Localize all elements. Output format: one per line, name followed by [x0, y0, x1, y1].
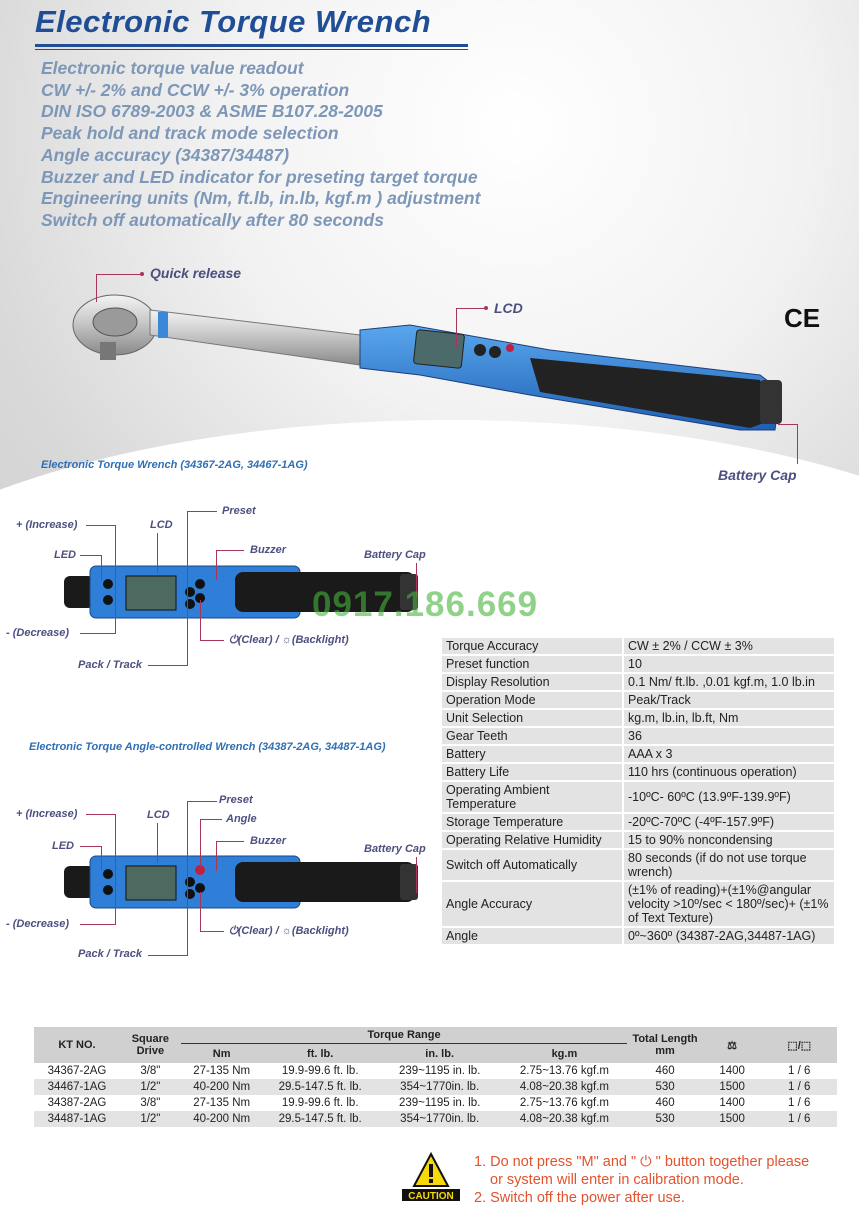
quick-release-label: Quick release [150, 265, 242, 281]
increase-label: + (Increase) [16, 808, 78, 820]
spec-row [441, 655, 835, 673]
header-kgm: kg.m [502, 1044, 628, 1064]
lcd-label: LCD [147, 809, 170, 821]
callout-line [200, 931, 224, 932]
cell: 354~1770in. lb. [378, 1111, 502, 1127]
led-label: LED [52, 840, 74, 852]
callout-line [148, 955, 188, 956]
title-underline-thin [35, 49, 468, 50]
caution-line-3: 2. Switch off the power after use. [474, 1190, 685, 1206]
spec-key: Battery Life [441, 763, 623, 781]
cell: 460 [655, 1097, 675, 1109]
power-icon: ⏻ [229, 925, 238, 937]
feature-item: Buzzer and LED indicator for preseting target torque [41, 166, 478, 187]
angle-label: Angle [226, 813, 257, 825]
pack-track-label: Pack / Track [78, 948, 143, 960]
ce-mark: CE [784, 303, 821, 333]
feature-item: CW +/- 2% and CCW +/- 3% operation [41, 79, 350, 100]
cell: 34467-1AG [34, 1079, 120, 1095]
light-icon: ☼ [281, 925, 292, 937]
models-table [34, 1027, 837, 1127]
cell: 34367-2AG [47, 1065, 107, 1077]
title-underline [35, 44, 468, 47]
feature-item: Switch off automatically after 80 seconds [41, 209, 384, 230]
cell: 1500 [703, 1111, 762, 1127]
feature-item: Electronic torque value readout [41, 58, 304, 78]
callout-line [157, 823, 158, 863]
caption-angle-wrench: Electronic Torque Angle-controlled Wrench (34387-2AG, 34487-1AG) [29, 741, 386, 753]
header-ftlb: ft. lb. [263, 1044, 378, 1064]
callout-line [200, 892, 201, 931]
caution-icon [402, 1152, 460, 1202]
battery-cap-label: Battery Cap [718, 467, 797, 483]
led-label: LED [54, 549, 76, 561]
callout-line [200, 819, 222, 820]
cell: 19.9-99.6 ft. lb. [281, 1097, 359, 1109]
weight-icon: ⚖ [727, 1039, 738, 1052]
table-row [34, 1111, 837, 1127]
cell: 4.08~20.38 kgf.m [502, 1079, 628, 1095]
wrench-diagram-angle [60, 852, 420, 912]
callout-line [115, 814, 116, 924]
feature-item: Peak hold and track mode selection [41, 123, 339, 144]
spec-value: (±1% of reading)+(±1%@angular velocity >10º/sec < 180º/sec)+ (±1% of Text Texture) [623, 881, 835, 927]
cell: 19.9-99.6 ft. lb. [281, 1065, 359, 1077]
lcd-label: LCD [150, 519, 173, 531]
cell: 34487-1AG [34, 1111, 120, 1127]
lcd-label: LCD [494, 300, 523, 316]
callout-line [416, 857, 417, 893]
spec-row [441, 763, 835, 781]
spec-row [441, 673, 835, 691]
cell: 1/2" [120, 1079, 181, 1095]
spec-key: Storage Temperature [441, 813, 623, 831]
cell: 2.75~13.76 kgf.m [519, 1065, 609, 1077]
header-nm: Nm [181, 1044, 263, 1064]
callout-line [101, 846, 102, 870]
spec-key: Angle Accuracy [441, 881, 623, 927]
callout-line [101, 555, 102, 580]
spec-key: Operation Mode [441, 691, 623, 709]
callout-line [96, 274, 142, 275]
callout-line [187, 511, 217, 512]
cell: 530 [627, 1111, 702, 1127]
callout-line [80, 846, 102, 847]
buzzer-label: Buzzer [250, 544, 287, 556]
hero-wrench-illustration [60, 280, 800, 450]
spec-key: Preset function [441, 655, 623, 673]
cell: 530 [627, 1079, 702, 1095]
header-pack [761, 1027, 837, 1063]
callout-line [216, 841, 244, 842]
cell: 1400 [719, 1097, 745, 1109]
cell: 1 / 6 [761, 1111, 837, 1127]
callout-dot [484, 306, 488, 310]
spec-key: Battery [441, 745, 623, 763]
cell: 239~1195 in. lb. [399, 1097, 481, 1109]
cell: 1400 [719, 1065, 745, 1077]
table-row [34, 1079, 837, 1095]
header-total-length: Total Length mm [627, 1027, 702, 1063]
cell: 1 / 6 [761, 1079, 837, 1095]
callout-dot [140, 272, 144, 276]
cell: 2.75~13.76 kgf.m [519, 1097, 609, 1109]
spec-value: 110 hrs (continuous operation) [623, 763, 835, 781]
callout-line [157, 533, 158, 573]
cell: 27-135 Nm [193, 1065, 251, 1077]
cell: 29.5-147.5 ft. lb. [263, 1079, 378, 1095]
clear-label: (Clear) / [237, 925, 282, 937]
spec-key: Operating Relative Humidity [441, 831, 623, 849]
cell: 1 / 6 [788, 1065, 811, 1077]
buzzer-label: Buzzer [250, 835, 287, 847]
spec-key: Operating Ambient Temperature [441, 781, 623, 813]
callout-line [216, 550, 217, 580]
table-row [34, 1095, 837, 1111]
cell: 34387-2AG [47, 1097, 107, 1109]
cell: 460 [655, 1065, 675, 1077]
spec-key: Gear Teeth [441, 727, 623, 745]
light-icon: ☼ [281, 634, 292, 646]
spec-row [441, 831, 835, 849]
cell: 29.5-147.5 ft. lb. [263, 1111, 378, 1127]
feature-item: DIN ISO 6789-2003 & ASME B107.28-2005 [41, 101, 383, 122]
spec-value: 10 [623, 655, 835, 673]
spec-value: kg.m, lb.in, lb.ft, Nm [623, 709, 835, 727]
callout-line [187, 801, 188, 955]
cell: 1 / 6 [788, 1097, 811, 1109]
spec-value: AAA x 3 [623, 745, 835, 763]
battery-cap-label: Battery Cap [364, 549, 426, 561]
caution-text [474, 1153, 809, 1207]
pack-icon: ⬚/⬚ [787, 1039, 812, 1052]
battery-cap-label: Battery Cap [364, 843, 426, 855]
callout-line [797, 424, 798, 464]
increase-label: + (Increase) [16, 519, 78, 531]
spec-key: Unit Selection [441, 709, 623, 727]
spec-row [441, 637, 835, 655]
cell: 3/8" [140, 1065, 161, 1077]
spec-value: 0.1 Nm/ ft.lb. ,0.01 kgf.m, 1.0 lb.in [623, 673, 835, 691]
backlight-label: (Backlight) [291, 634, 349, 646]
spec-row [441, 881, 835, 927]
header-inlb: in. lb. [378, 1044, 502, 1064]
callout-line [456, 308, 486, 309]
header-weight [703, 1027, 762, 1063]
decrease-label: - (Decrease) [6, 918, 69, 930]
callout-line [216, 841, 217, 871]
callout-line [115, 525, 116, 633]
spec-row [441, 849, 835, 881]
spec-value: -10ºC- 60ºC (13.9ºF-139.9ºF) [623, 781, 835, 813]
spec-value: 36 [623, 727, 835, 745]
spec-value: -20ºC-70ºC (-4ºF-157.9ºF) [623, 813, 835, 831]
spec-value: CW ± 2% / CCW ± 3% [623, 637, 835, 655]
spec-value: Peak/Track [623, 691, 835, 709]
spec-row [441, 727, 835, 745]
callout-line [778, 424, 798, 425]
cell: 40-200 Nm [181, 1111, 263, 1127]
caption-wrench: Electronic Torque Wrench (34367-2AG, 34467-1AG) [41, 459, 308, 471]
spec-row [441, 745, 835, 763]
callout-line [86, 814, 116, 815]
callout-line [96, 274, 97, 302]
pack-track-label: Pack / Track [78, 659, 143, 671]
spec-row [441, 691, 835, 709]
caution-line-1 [474, 1153, 809, 1171]
callout-line [187, 801, 217, 802]
spec-row [441, 709, 835, 727]
callout-line [80, 555, 102, 556]
cell: 354~1770in. lb. [378, 1079, 502, 1095]
cell: 1/2" [120, 1111, 181, 1127]
feature-item: Angle accuracy (34387/34487) [41, 144, 290, 165]
cell: 1500 [703, 1079, 762, 1095]
clear-label: (Clear) / [237, 634, 282, 646]
backlight-label: (Backlight) [291, 925, 349, 937]
spec-key: Torque Accuracy [441, 637, 623, 655]
callout-line [200, 640, 224, 641]
power-icon: ⏻ [640, 1154, 652, 1170]
spec-key: Display Resolution [441, 673, 623, 691]
caution-line-2: or system will enter in calibration mode. [490, 1172, 744, 1188]
spec-row [441, 927, 835, 945]
header-square-drive: Square Drive [120, 1027, 181, 1063]
callout-line [456, 308, 457, 348]
phone-watermark: 0917.186.669 [312, 585, 539, 624]
cell: 3/8" [140, 1097, 161, 1109]
spec-key: Angle [441, 927, 623, 945]
callout-line [187, 511, 188, 666]
callout-line [200, 600, 201, 640]
callout-line [200, 819, 201, 867]
page-title: Electronic Torque Wrench [35, 4, 432, 39]
header-torque-range: Torque Range [181, 1027, 628, 1044]
cell: 4.08~20.38 kgf.m [502, 1111, 628, 1127]
table-row [34, 1063, 837, 1079]
spec-key: Switch off Automatically [441, 849, 623, 881]
decrease-label: - (Decrease) [6, 627, 69, 639]
preset-label: Preset [222, 505, 256, 517]
caution-label: CAUTION [408, 1191, 454, 1202]
caution-line-1a: 1. Do not press "M" and " [474, 1154, 641, 1170]
spec-table [440, 636, 836, 946]
caution-line-1b: " button together please [651, 1154, 810, 1170]
cell: 239~1195 in. lb. [399, 1065, 481, 1077]
callout-line [148, 665, 188, 666]
preset-label: Preset [219, 794, 253, 806]
clear-backlight-label [229, 925, 349, 938]
feature-list [41, 58, 480, 232]
header-kt-no: KT NO. [34, 1027, 120, 1063]
feature-item: Engineering units (Nm, ft.lb, in.lb, kgf.m ) adjustment [41, 188, 481, 209]
callout-line [216, 550, 244, 551]
callout-line [80, 924, 116, 925]
spec-value: 0º~360º (34387-2AG,34487-1AG) [623, 927, 835, 945]
clear-backlight-label [229, 634, 349, 647]
power-icon: ⏻ [229, 634, 238, 646]
spec-value: 15 to 90% noncondensing [623, 831, 835, 849]
cell: 40-200 Nm [181, 1079, 263, 1095]
cell: 27-135 Nm [193, 1097, 251, 1109]
spec-row [441, 813, 835, 831]
spec-value: 80 seconds (if do not use torque wrench) [623, 849, 835, 881]
callout-line [80, 633, 116, 634]
callout-line [86, 525, 116, 526]
spec-row [441, 781, 835, 813]
